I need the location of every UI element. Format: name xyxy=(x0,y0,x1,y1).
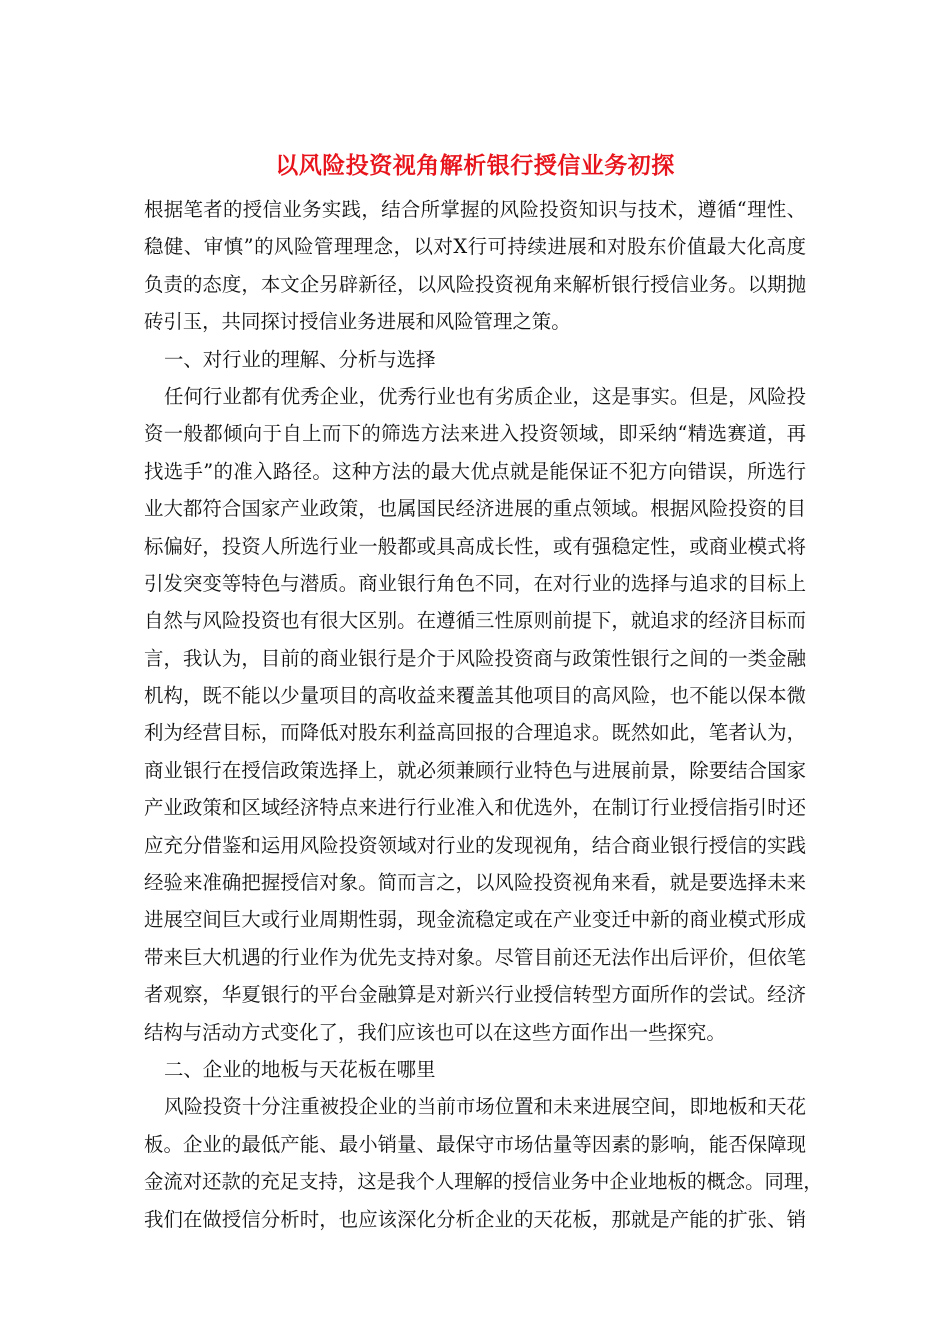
paragraph-line: 经验来准确把握授信对象。简而言之，以风险投资视角来看，就是要选择未来 xyxy=(144,871,806,895)
section-heading-1: 一、对行业的理解、分析与选择 xyxy=(164,347,436,371)
paragraph-line: 金流对还款的充足支持，这是我个人理解的授信业务中企业地板的概念。同理， xyxy=(144,1170,823,1194)
document-body xyxy=(144,191,823,1238)
paragraph-line: 根据笔者的授信业务实践，结合所掌握的风险投资知识与技术，遵循“理性、 xyxy=(144,198,806,221)
paragraph-line: 言，我认为，目前的商业银行是介于风险投资商与政策性银行之间的一类金融 xyxy=(144,646,806,670)
paragraph-line: 商业银行在授信政策选择上，就必须兼顾行业特色与进展前景，除要结合国家 xyxy=(144,758,806,782)
paragraph-line: 资一般都倾向于自上而下的筛选方法来进入投资领域，即采纳“精选赛道，再 xyxy=(144,422,806,446)
paragraph-line: 利为经营目标，而降低对股东利益高回报的合理追求。既然如此，笔者认为， xyxy=(144,721,806,745)
paragraph-line: 产业政策和区域经济特点来进行行业准入和优选外，在制订行业授信指引时还 xyxy=(144,796,806,820)
paragraph-line: 应充分借鉴和运用风险投资领域对行业的发现视角，结合商业银行授信的实践 xyxy=(144,833,806,857)
paragraph-line: 带来巨大机遇的行业作为优先支持对象。尽管目前还无法作出后评价，但依笔 xyxy=(144,945,806,969)
paragraph-line: 标偏好，投资人所选行业一般都或具高成长性，或有强稳定性，或商业模式将 xyxy=(144,534,806,558)
paragraph-line: 砖引玉，共同探讨授信业务进展和风险管理之策。 xyxy=(144,310,571,334)
paragraph-line: 自然与风险投资也有很大区别。在遵循三性原则前提下，就追求的经济目标而 xyxy=(144,609,806,633)
paragraph-line: 负责的态度，本文企另辟新径，以风险投资视角来解析银行授信业务。以期抛 xyxy=(144,272,806,296)
paragraph-line: 我们在做授信分析时，也应该深化分析企业的天花板，那就是产能的扩张、销 xyxy=(144,1207,806,1231)
paragraph-line: 找选手”的准入路径。这种方法的最大优点就是能保证不犯方向错误，所选行 xyxy=(144,459,806,483)
paragraph-line: 风险投资十分注重被投企业的当前市场位置和未来进展空间，即地板和天花 xyxy=(164,1095,806,1119)
paragraph-line: 结构与活动方式变化了，我们应该也可以在这些方面作出一些探究。 xyxy=(144,1020,726,1044)
paragraph-line: 机构，既不能以少量项目的高收益来覆盖其他项目的高风险，也不能以保本微 xyxy=(144,684,806,708)
paragraph-line: 板。企业的最低产能、最小销量、最保守市场估量等因素的影响，能否保障现 xyxy=(144,1132,806,1156)
paragraph-line: 进展空间巨大或行业周期性弱，现金流稳定或在产业变迁中新的商业模式形成 xyxy=(144,908,806,932)
paragraph-line: 稳健、审慎”的风险管理理念，以对X行可持续进展和对股东价值最大化高度 xyxy=(144,235,806,259)
paragraph-line: 业大都符合国家产业政策，也属国民经济进展的重点领域。根据风险投资的目 xyxy=(144,497,806,521)
paragraph-line: 任何行业都有优秀企业，优秀行业也有劣质企业，这是事实。但是，风险投 xyxy=(164,384,806,408)
paragraph-line: 者观察，华夏银行的平台金融算是对新兴行业授信转型方面所作的尝试。经济 xyxy=(144,983,806,1007)
section-heading-2: 二、企业的地板与天花板在哪里 xyxy=(164,1057,436,1081)
document-title: 以风险投资视角解析银行授信业务初探 xyxy=(275,152,675,179)
paragraph-line: 引发突变等特色与潜质。商业银行角色不同，在对行业的选择与追求的目标上 xyxy=(144,571,806,595)
